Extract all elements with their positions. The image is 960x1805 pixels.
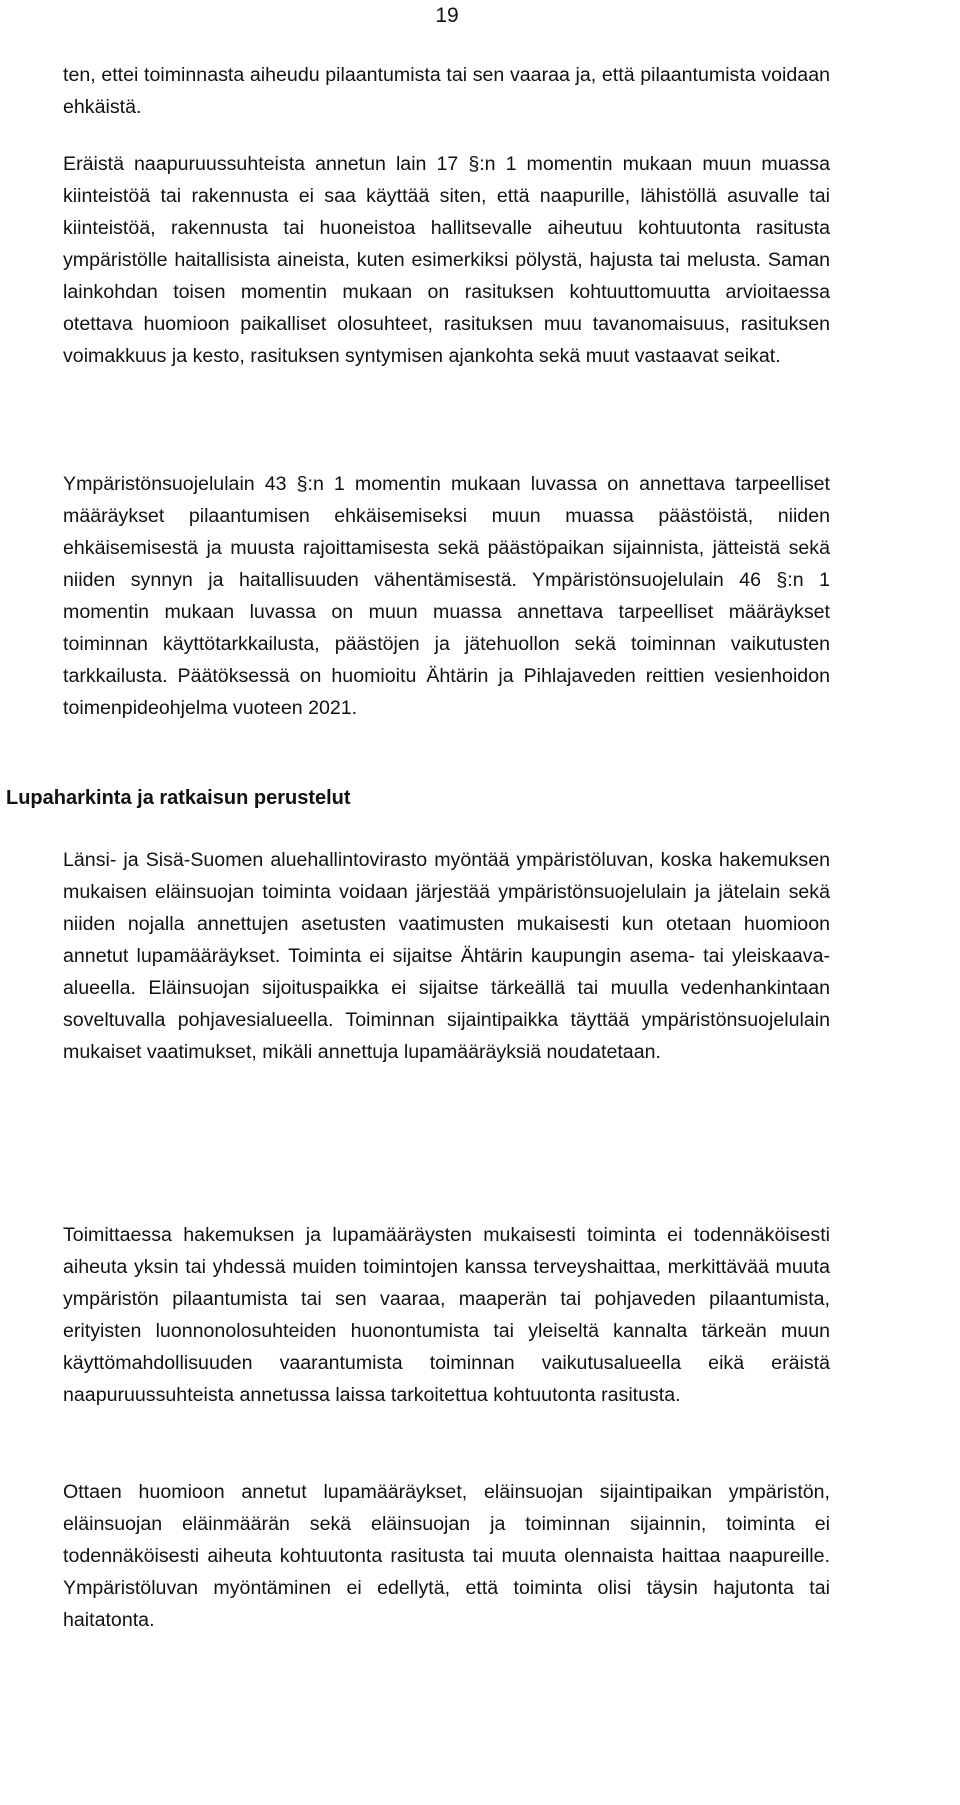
section-heading: Lupaharkinta ja ratkaisun perustelut	[6, 787, 351, 809]
page-number: 19	[435, 4, 459, 27]
paragraph-permit-decision: Länsi- ja Sisä-Suomen aluehallintovirasto myöntää ympäristöluvan, koska hakemuksen mukaisen eläinsuojan toiminta voidaan järjestää ympäristönsuojelulain ja jätelain sekä niiden nojalla annettujen asetusten vaatimusten mukaisesti kun otetaan huomioon annetut lupamääräykset. Toiminta ei sijaitse Ähtärin kaupungin asema- tai yleiskaava-alueella. Eläinsuojan sijoituspaikka ei sijaitse tärkeällä tai muulla vedenhankintaan soveltuvalla pohjavesialueella. Toiminnan sijaintipaikka täyttää ympäristönsuojelulain mukaiset vaatimukset, mikäli annettuja lupamääräyksiä noudatetaan.	[63, 849, 830, 1063]
paragraph-environmental-impact: Toimittaessa hakemuksen ja lupamääräysten mukaisesti toiminta ei todennäköisesti aiheuta yksin tai yhdessä muiden toimintojen kanssa terveyshaittaa, merkittävää muuta ympäristön pilaantumista tai sen vaaraa, maaperän tai pohjaveden pilaantumista, erityisten luonnonolosuhteiden huonontumista tai yleiseltä kannalta tärkeän muun käyttömahdollisuuden vaarantumista toiminnan vaikutusalueella eikä eräistä naapuruussuhteista annetussa laissa tarkoitettua kohtuutonta rasitusta.	[63, 1224, 830, 1406]
paragraph-neighbour-relations-act: Eräistä naapuruussuhteista annetun lain 17 §:n 1 momentin mukaan muun muassa kiinteistöä tai rakennusta ei saa käyttää siten, että naapurille, lähistöllä asuvalle tai kiinteistöä, rakennusta tai huoneistoa hallitsevalle aiheutuu kohtuutonta rasitusta ympäristölle haitallisista aineista, kuten esimerkiksi pölystä, hajusta tai melusta. Saman lainkohdan toisen momentin mukaan on rasituksen kohtuuttomuutta arvioitaessa otettava huomioon paikalliset olosuhteet, rasituksen muu tavanomaisuus, rasituksen voimakkuus ja kesto, rasituksen syntymisen ajankohta sekä muut vastaavat seikat.	[63, 153, 830, 367]
paragraph-environmental-protection-act: Ympäristönsuojelulain 43 §:n 1 momentin mukaan luvassa on annettava tarpeelliset määräykset pilaantumisen ehkäisemiseksi muun muassa päästöistä, niiden ehkäisemisestä ja muusta rajoittamisesta sekä päästöpaikan sijainnista, jätteistä sekä niiden synnyn ja haitallisuuden vähentämisestä. Ympäristönsuojelulain 46 §:n 1 momentin mukaan luvassa on muun muassa annettava tarpeelliset määräykset toiminnan käyttötarkkailusta, päästöjen ja jätehuollon sekä toiminnan vaikutusten tarkkailusta. Päätöksessä on huomioitu Ähtärin ja Pihlajaveden reittien vesienhoidon toimenpideohjelma vuoteen 2021.	[63, 473, 830, 719]
paragraph-continuation: ten, ettei toiminnasta aiheudu pilaantumista tai sen vaaraa ja, että pilaantumista voidaan ehkäistä.	[63, 64, 830, 118]
paragraph-neighbour-nuisance: Ottaen huomioon annetut lupamääräykset, eläinsuojan sijaintipaikan ympäristön, eläinsuojan eläinmäärän sekä eläinsuojan ja toiminnan sijainnin, toiminta ei todennäköisesti aiheuta kohtuutonta rasitusta tai muuta olennaista haittaa naapureille. Ympäristöluvan myöntäminen ei edellytä, että toiminta olisi täysin hajutonta tai haitatonta.	[63, 1481, 830, 1631]
